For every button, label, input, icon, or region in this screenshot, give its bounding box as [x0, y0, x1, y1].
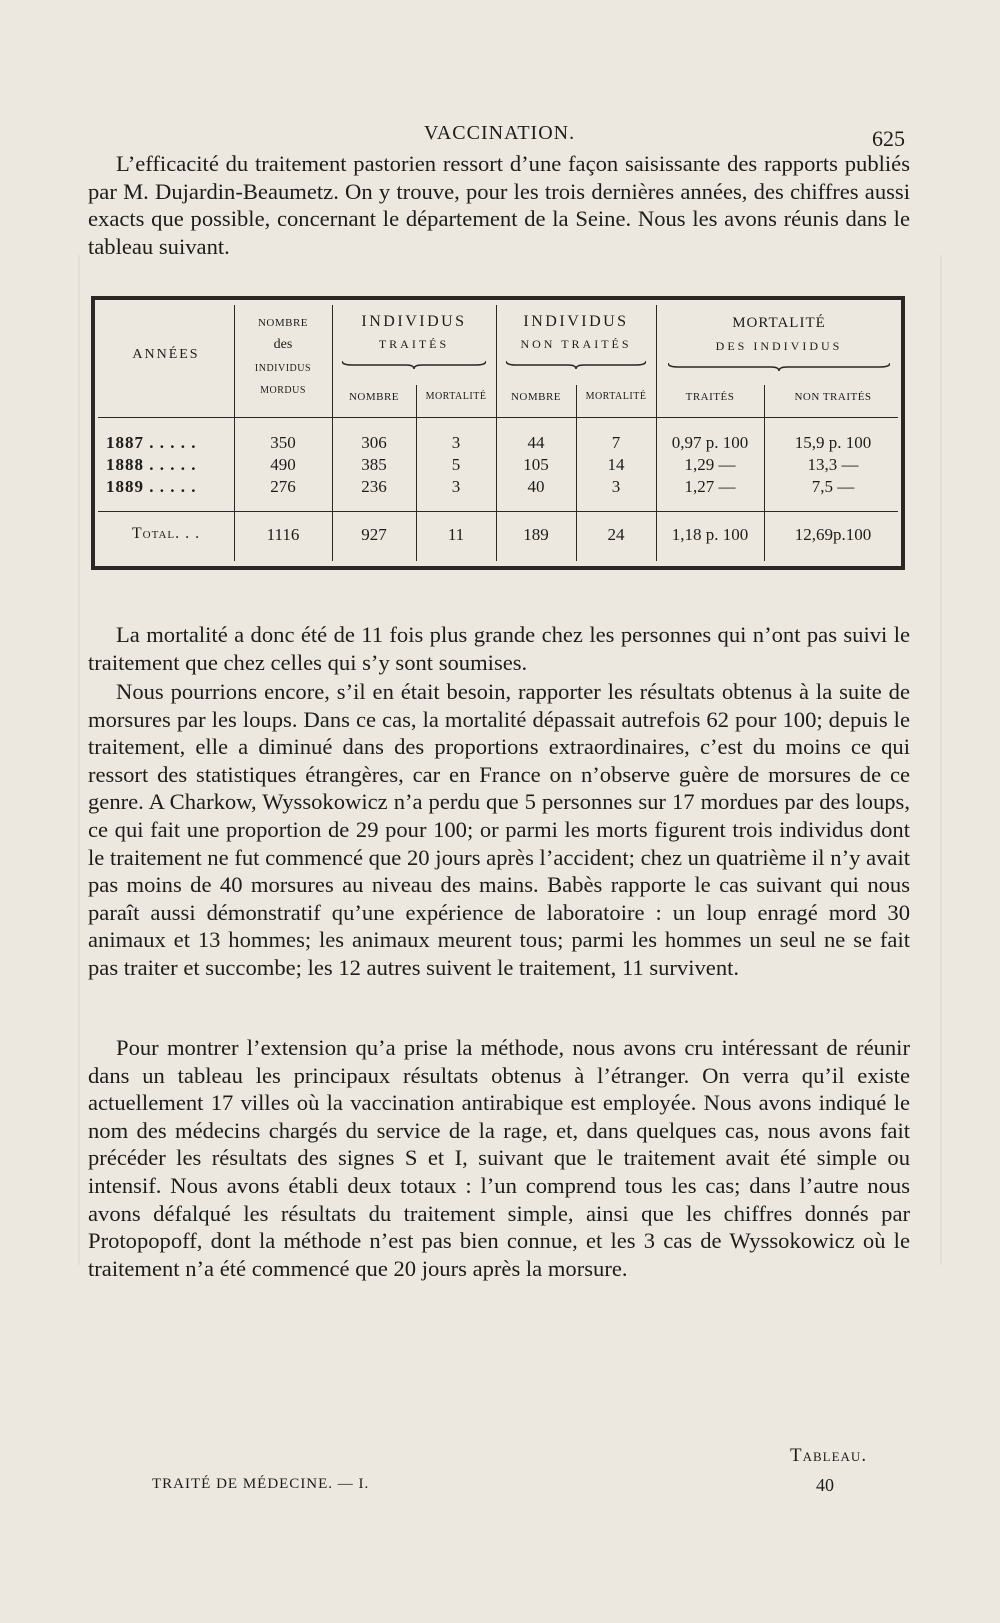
catchword: Tableau.	[790, 1445, 868, 1466]
row-1888-year: 1888 . . . . .	[106, 455, 197, 474]
row-1889-traites-nombre: 236	[361, 477, 387, 496]
row-1887-traites-mortalite: 3	[451, 433, 461, 452]
header-non-traites-group-2: NON TRAITÉS	[520, 337, 632, 351]
header-sub-mortalite-non-traites: MORTALITÉ	[585, 391, 647, 402]
row-1888-mordus: 490	[270, 455, 296, 474]
row-1887-non-traites-nombre: 44	[527, 433, 545, 452]
running-title: VACCINATION.	[424, 122, 576, 144]
row-1887-non-traites-mortalite: 7	[611, 433, 621, 452]
row-1887-year: 1887 . . . . .	[106, 433, 197, 452]
header-annees: ANNÉES	[132, 347, 200, 362]
row-total-traites-mortalite: 11	[447, 525, 465, 544]
page-number: 625	[872, 126, 905, 151]
mortality-table	[91, 296, 905, 570]
header-sub-non-traites: NON TRAITÉS	[794, 391, 872, 403]
header-non-traites-group: INDIVIDUS	[523, 313, 629, 330]
header-sub-mortalite-traites: MORTALITÉ	[425, 391, 487, 402]
header-mortalite-group-2: DES INDIVIDUS	[715, 339, 843, 353]
brace-mortalite	[668, 361, 890, 371]
header-nombre-2: des	[273, 337, 293, 352]
row-total-mortalite-traites: 1,18 p. 100	[671, 525, 749, 544]
row-total-mortalite-non-traites: 12,69p.100	[794, 525, 872, 544]
row-1889-year: 1889 . . . . .	[106, 477, 197, 496]
signature-mark: 40	[816, 1475, 834, 1495]
row-1887-mortalite-traites: 0,97 p. 100	[671, 433, 749, 452]
row-1889-mordus: 276	[270, 477, 296, 496]
total-rule	[98, 511, 898, 512]
row-1888-non-traites-mortalite: 14	[607, 455, 625, 474]
brace-traites	[342, 359, 486, 369]
row-1889-mortalite-non-traites: 7,5 —	[811, 477, 855, 496]
row-1888-non-traites-nombre: 105	[523, 455, 549, 474]
header-mortalite-group: MORTALITÉ	[732, 315, 826, 331]
row-total-traites-nombre: 927	[361, 525, 387, 544]
row-1889-non-traites-mortalite: 3	[611, 477, 621, 496]
row-total-non-traites-mortalite: 24	[607, 525, 625, 544]
row-1889-traites-mortalite: 3	[451, 477, 461, 496]
header-nombre-3: INDIVIDUS	[254, 363, 312, 374]
row-1888-mortalite-traites: 1,29 —	[684, 455, 736, 474]
header-sub-nombre-traites: NOMBRE	[348, 391, 400, 403]
row-1887-traites-nombre: 306	[361, 433, 387, 452]
row-total-mordus: 1116	[266, 525, 300, 544]
row-total-label: Total. . .	[131, 525, 201, 542]
row-1889-mortalite-traites: 1,27 —	[684, 477, 736, 496]
paragraph-extension: Pour montrer l’extension qu’a prise la méthode, nous avons cru intéressant de réunir dans un tableau les principaux résultats obtenus à l’étranger. On verra qu’il existe actuellement 17 villes où la vaccination antirabique est employée. Nous avons indiqué le nom des médecins chargés du service de la rage, et, dans quelques cas, nous avons fait précéder les résultats des signes S et I, suivant que le traitement avait été simple ou intensif. Nous avons établi deux totaux : l’un comprend tous les cas; dans l’autre nous avons défalqué les résultats du traitement simple, ainsi que les chiffres donnés par Protopopoff, dont la méthode n’est pas bien connue, et les 3 cas de Wyssokowicz où le traitement n’a été commencé que 20 jours après la morsure.	[88, 1035, 910, 1281]
row-1887-mordus: 350	[270, 433, 296, 452]
footer-book-title: TRAITÉ DE MÉDECINE. — I.	[152, 1476, 370, 1492]
header-nombre-1: NOMBRE	[257, 317, 309, 329]
paragraph-conclusion: La mortalité a donc été de 11 fois plus grande chez les personnes qui n’ont pas suivi le traitement que chez celles qui s’y sont soumises.	[88, 622, 910, 675]
row-1888-mortalite-non-traites: 13,3 —	[807, 455, 859, 474]
row-1888-traites-mortalite: 5	[451, 455, 461, 474]
paragraph-wolves: Nous pourrions encore, s’il en était besoin, rapporter les résultats obtenus à la suite de morsures par les loups. Dans ce cas, la mortalité dépassait autrefois 62 pour 100; depuis le traitement, elle a diminué dans des proportions extraordinaires, c’est du moins ce qui ressort des statistiques étrangères, car en France on n’observe guère de morsures de ce genre. A Charkow, Wyssokowicz n’a perdu que 5 personnes sur 17 mordues par des loups, ce qui fait une proportion de 29 pour 100; or parmi les morts figurent trois individus dont le traitement ne fut commencé que 20 jours après l’accident; chez un quatrième il n’y avait pas moins de 40 morsures au niveau des mains. Babès rapporte le cas suivant qui nous paraît aussi démonstratif qu’une expérience de laboratoire : un loup enragé mord 30 animaux et 13 hommes; les animaux meurent tous; parmi les hommes un seul ne se fait pas traiter et succombe; les 12 autres suivent le traitement, 11 survivent.	[88, 679, 910, 980]
header-traites-group: INDIVIDUS	[361, 313, 467, 330]
header-sub-traites: TRAITÉS	[685, 391, 735, 403]
row-1888-traites-nombre: 385	[361, 455, 387, 474]
row-1889-non-traites-nombre: 40	[527, 477, 545, 496]
running-head	[0, 118, 1000, 151]
header-rule	[98, 417, 898, 418]
brace-non-traites	[506, 359, 646, 369]
row-total-non-traites-nombre: 189	[523, 525, 549, 544]
row-1887-mortalite-non-traites: 15,9 p. 100	[794, 433, 872, 452]
header-sub-nombre-non-traites: NOMBRE	[510, 391, 562, 403]
header-traites-group-2: TRAITÉS	[378, 337, 450, 351]
paragraph-intro: L’efficacité du traitement pastorien ressort d’une façon saisissante des rapports publiés par M. Dujardin-Beaumetz. On y trouve, pour les trois dernières années, des chiffres aussi exacts que possible, concernant le département de la Seine. Nous les avons réunis dans le tableau suivant.	[88, 151, 910, 259]
header-nombre-4: MORDUS	[260, 385, 306, 396]
